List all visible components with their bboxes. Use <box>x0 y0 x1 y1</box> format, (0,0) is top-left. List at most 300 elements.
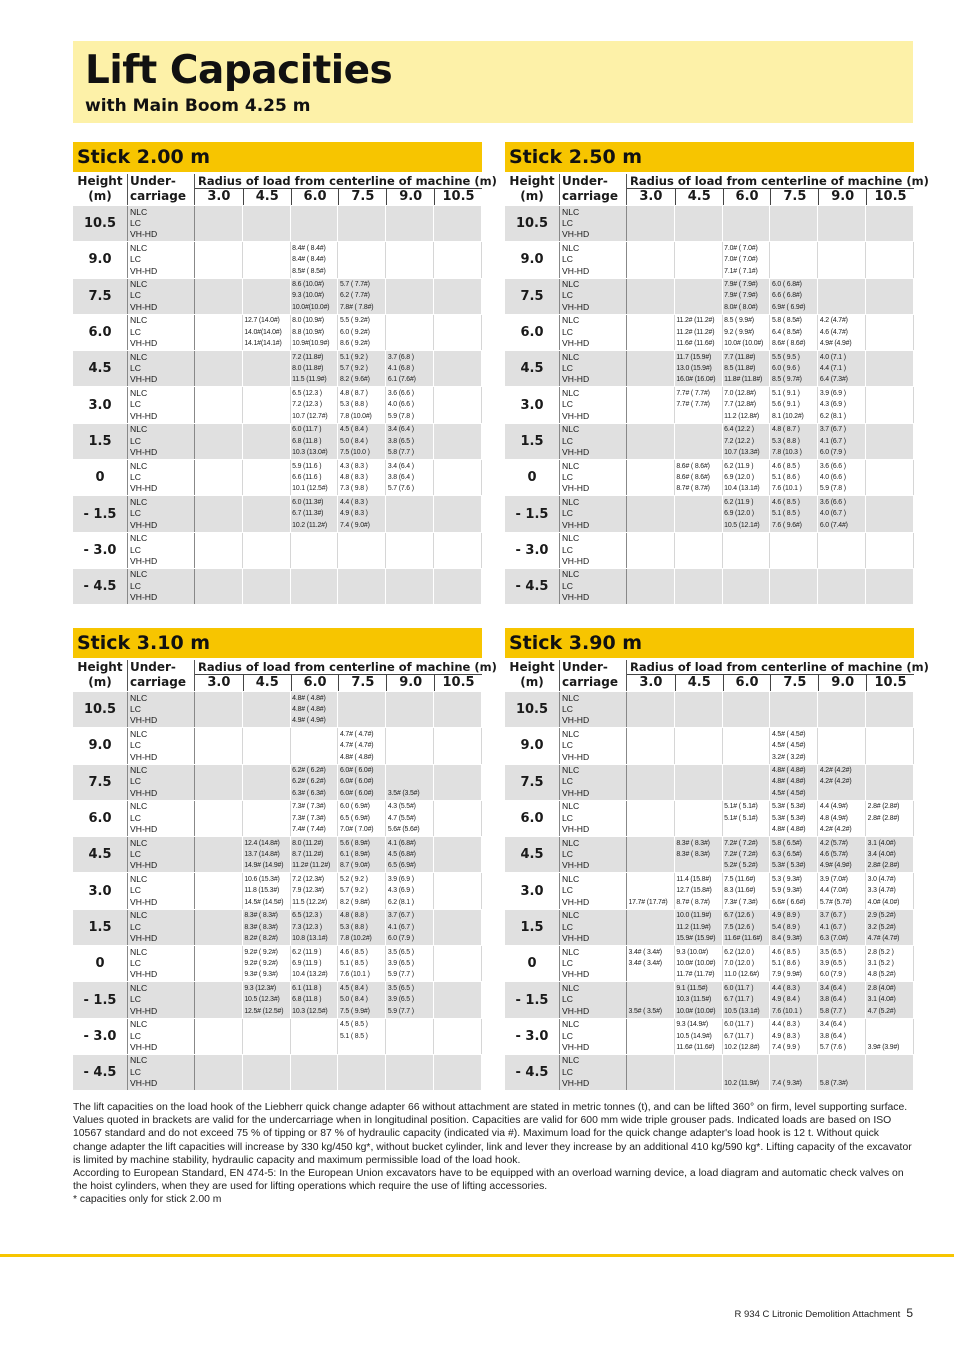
table-row <box>505 423 914 459</box>
capacity-cell <box>675 279 723 314</box>
capacity-value: 4.2# (4.2#) <box>819 826 852 834</box>
capacity-value: 11.2# (11.2#) <box>676 317 715 325</box>
capacity-value: 7.6 (10.1 ) <box>771 485 802 493</box>
capacity-value: 9.3 (12.3#) <box>244 984 277 992</box>
radius-label: 10.5 <box>434 675 482 691</box>
capacity-value: 8.6# ( 8.6#) <box>676 462 710 470</box>
undercarriage-types <box>560 496 627 531</box>
capacity-value: 4.0 (7.1 ) <box>819 353 846 361</box>
height-value: 3.0 <box>73 387 128 422</box>
capacity-cell <box>434 728 482 763</box>
undercarriage-label: VH-HD <box>130 410 158 421</box>
capacity-value: 6.4 (7.3#) <box>819 376 848 384</box>
height-value: 3.0 <box>73 873 128 908</box>
capacity-cell <box>866 801 914 836</box>
capacity-cell <box>866 692 914 727</box>
undercarriage-label: VH-HD <box>562 265 590 276</box>
capacity-value: 10.3 (13.0#) <box>292 449 328 457</box>
undercarriage-label: LC <box>130 544 141 555</box>
capacity-value: 7.4 ( 9.0#) <box>339 521 370 529</box>
capacity-cell <box>723 569 771 604</box>
undercarriage-label: NLC <box>562 728 580 739</box>
radius-label: 4.5 <box>243 189 291 205</box>
height-value: 7.5 <box>73 279 128 314</box>
capacity-cell <box>291 206 339 241</box>
undercarriage-label: NLC <box>130 1019 148 1030</box>
capacity-value: 7.3# ( 7.3#) <box>292 803 326 811</box>
capacity-cell <box>338 946 386 981</box>
capacity-cell <box>627 460 675 495</box>
undercarriage-types <box>560 1019 627 1054</box>
height-value: - 1.5 <box>73 496 128 531</box>
height-header <box>73 174 128 205</box>
undercarriage-label: NLC <box>130 242 148 253</box>
undercarriage-label: VH-HD <box>562 751 590 762</box>
table-row <box>505 495 914 531</box>
capacity-value: 4.9 ( 8.3 ) <box>771 1032 800 1040</box>
table-row <box>505 241 914 277</box>
undercarriage-types <box>128 1055 195 1090</box>
capacity-value: 8.4# ( 8.4#) <box>292 244 326 252</box>
capacity-value: 7.0# ( 7.0#) <box>339 826 374 834</box>
stick-table-4 <box>505 628 929 1090</box>
capacity-cell <box>243 460 291 495</box>
stick-table-3 <box>73 628 497 1090</box>
capacity-value: 10.6 (15.3#) <box>244 875 280 883</box>
undercarriage-label: VH-HD <box>562 483 590 494</box>
capacity-value: 2.8 (5.2 ) <box>867 948 894 956</box>
capacity-value: 4.0 (6.7 ) <box>819 510 846 518</box>
capacity-value: 5.7 ( 7.7#) <box>339 281 370 289</box>
undercarriage-label: NLC <box>562 910 580 921</box>
capacity-value <box>388 776 433 787</box>
page-title: Lift Capacities <box>85 48 393 93</box>
table-row <box>73 981 482 1017</box>
capacity-value: 7.9 ( 9.9#) <box>771 971 802 979</box>
undercarriage-label: LC <box>562 921 573 932</box>
capacity-value: 8.6# ( 8.6#) <box>771 340 806 348</box>
table-row <box>505 945 914 981</box>
undercarriage-label: NLC <box>562 315 580 326</box>
capacity-cell <box>723 496 771 531</box>
capacity-value: 3.8 (6.4 ) <box>819 996 846 1004</box>
capacity-value: 10.5 (13.1#) <box>724 1007 760 1015</box>
capacity-cell <box>195 351 243 386</box>
capacity-cell <box>434 387 482 422</box>
capacity-value: 3.6 (6.6 ) <box>819 462 846 470</box>
capacity-value: 2.9 (5.2#) <box>867 912 896 920</box>
capacity-value: 4.2 (4.7#) <box>819 317 848 325</box>
table-row <box>505 836 914 872</box>
capacity-cell <box>291 837 339 872</box>
undercarriage-label: NLC <box>130 1055 148 1066</box>
capacity-value <box>724 1055 769 1066</box>
capacity-value: 5.4 ( 8.9 ) <box>771 923 800 931</box>
radius-labels <box>195 189 482 205</box>
capacity-cell <box>386 1055 434 1090</box>
capacity-value: 5.3 ( 8.8 ) <box>339 923 368 931</box>
capacity-value <box>629 969 674 980</box>
capacity-cell <box>818 692 866 727</box>
undercarriage-label: LC <box>562 849 573 860</box>
capacity-value: 2.8# (2.8#) <box>867 862 900 870</box>
capacity-value: 4.3 (5.5#) <box>387 803 416 811</box>
undercarriage-types <box>560 1055 627 1090</box>
capacity-value: 6.0 (7.9 ) <box>387 935 414 943</box>
capacity-value: 5.1 ( 9.2 ) <box>339 353 368 361</box>
capacity-value: 7.3# ( 7.3#) <box>724 898 758 906</box>
capacity-cell <box>818 569 866 604</box>
height-value: 10.5 <box>73 206 128 241</box>
stick-title: Stick 3.10 m <box>73 628 482 658</box>
capacity-cell <box>386 351 434 386</box>
capacity-cell <box>866 910 914 945</box>
capacity-value: 6.2 (8.1 ) <box>819 412 846 420</box>
table-row <box>505 691 914 727</box>
height-value: - 3.0 <box>505 1019 560 1054</box>
capacity-value: 5.7# (5.7#) <box>819 898 852 906</box>
capacity-cell <box>386 387 434 422</box>
capacity-value: 6.2 (11.9 ) <box>724 462 754 470</box>
capacity-value: 5.2# ( 5.2#) <box>724 862 758 870</box>
capacity-cell <box>723 982 771 1017</box>
capacity-value: 6.0 ( 9.6 ) <box>771 365 800 373</box>
capacity-value: 7.8# ( 7.8#) <box>339 303 374 311</box>
capacity-cell <box>195 873 243 908</box>
capacity-value: 3.5 (6.5 ) <box>387 948 414 956</box>
capacity-value: 3.9 (6.5 ) <box>387 996 414 1004</box>
undercarriage-label: VH-HD <box>130 860 158 871</box>
footer-rule <box>0 1254 954 1257</box>
capacity-value: 6.8 (11.8 ) <box>292 437 322 445</box>
capacity-value: 11.8 (15.3#) <box>244 887 280 895</box>
capacity-value: 9.3 (14.9#) <box>676 1021 709 1029</box>
capacity-value: 4.7# ( 4.7#) <box>339 742 374 750</box>
capacity-value: 4.6 ( 8.5 ) <box>771 948 800 956</box>
page-number: 5 <box>906 1306 913 1320</box>
height-value: 1.5 <box>505 424 560 459</box>
capacity-value: 8.6 (10.0#) <box>292 281 324 289</box>
capacity-value: 7.6 (10.1 ) <box>339 971 370 979</box>
radius-label: 7.5 <box>770 189 818 205</box>
height-value: 6.0 <box>505 315 560 350</box>
capacity-cell <box>386 982 434 1017</box>
undercarriage-types <box>128 728 195 763</box>
capacity-value: 7.3 ( 9.8 ) <box>339 485 368 493</box>
capacity-value: 3.8 (6.5 ) <box>387 437 414 445</box>
table-row <box>505 459 914 495</box>
capacity-value <box>820 1067 865 1078</box>
note-footnote: * capacities only for stick 2.00 m <box>73 1194 222 1206</box>
undercarriage-header-line: Under- <box>562 660 608 674</box>
undercarriage-types <box>560 460 627 495</box>
capacity-value: 3.3 (4.7#) <box>867 887 896 895</box>
radius-labels <box>627 189 914 205</box>
capacity-value: 11.7 (15.9#) <box>676 353 712 361</box>
capacity-cell <box>723 206 771 241</box>
capacity-cell <box>723 242 771 277</box>
capacity-cell <box>818 765 866 800</box>
height-value: 0 <box>505 460 560 495</box>
table-row <box>73 241 482 277</box>
capacity-cell <box>338 801 386 836</box>
capacity-cell <box>723 315 771 350</box>
capacity-cell <box>627 982 675 1017</box>
capacity-value: 6.0 (11.7 ) <box>292 426 322 434</box>
radius-label: 6.0 <box>291 189 339 205</box>
undercarriage-label: LC <box>562 885 573 896</box>
capacity-value <box>388 765 433 776</box>
capacity-value: 4.2# (4.2#) <box>819 767 852 775</box>
capacity-cell <box>291 351 339 386</box>
capacity-value: 10.8 (13.1#) <box>292 935 328 943</box>
capacity-value: 12.7 (15.8#) <box>676 887 712 895</box>
capacity-cell <box>723 387 771 422</box>
capacity-cell <box>338 765 386 800</box>
capacity-cell <box>434 279 482 314</box>
undercarriage-label: NLC <box>130 460 148 471</box>
table-row <box>73 1054 482 1090</box>
height-value: 6.0 <box>73 315 128 350</box>
stick-title: Stick 2.50 m <box>505 142 914 172</box>
radius-title: Radius of load from centerline of machine (m) <box>627 660 914 675</box>
capacity-value <box>820 1055 865 1066</box>
undercarriage-types <box>128 837 195 872</box>
undercarriage-label: VH-HD <box>562 824 590 835</box>
capacity-cell <box>386 873 434 908</box>
capacity-value: 5.1 ( 8.5 ) <box>339 1032 368 1040</box>
capacity-value: 3.4 (6.4 ) <box>387 462 414 470</box>
undercarriage-label: NLC <box>130 873 148 884</box>
capacity-value: 7.7 (12.8#) <box>724 401 756 409</box>
capacity-cell <box>434 692 482 727</box>
capacity-value: 5.3# ( 5.3#) <box>771 803 806 811</box>
capacity-cell <box>627 692 675 727</box>
capacity-value: 6.0 (11.7 ) <box>724 984 754 992</box>
capacity-value: 8.3# ( 8.3#) <box>244 912 278 920</box>
undercarriage-label: LC <box>562 580 573 591</box>
capacity-cell <box>243 242 291 277</box>
capacity-cell <box>866 946 914 981</box>
footer <box>735 1306 914 1320</box>
capacity-value: 3.8 (6.4 ) <box>387 473 414 481</box>
undercarriage-types <box>560 728 627 763</box>
undercarriage-label: LC <box>562 254 573 265</box>
capacity-value: 7.2 (12.3#) <box>292 875 324 883</box>
undercarriage-types <box>128 946 195 981</box>
capacity-cell <box>243 206 291 241</box>
undercarriage-types <box>128 424 195 459</box>
height-value: - 3.0 <box>505 533 560 568</box>
capacity-cell <box>723 533 771 568</box>
capacity-value: 8.7# ( 8.7#) <box>676 898 710 906</box>
capacity-value <box>676 860 721 871</box>
undercarriage-label: LC <box>130 776 141 787</box>
table-row <box>73 459 482 495</box>
capacity-value: 3.9 (6.9 ) <box>387 875 414 883</box>
capacity-value: 4.9 ( 8.9 ) <box>771 912 800 920</box>
capacity-value: 6.1 (7.6#) <box>387 376 416 384</box>
capacity-cell <box>338 496 386 531</box>
capacity-value: 4.8 (5.2#) <box>867 971 896 979</box>
capacity-value: 4.8# ( 4.8#) <box>771 778 806 786</box>
height-value: - 1.5 <box>505 982 560 1017</box>
undercarriage-header-line: carriage <box>130 675 186 689</box>
capacity-value: 3.4# ( 3.4#) <box>628 959 662 967</box>
undercarriage-header <box>560 660 627 691</box>
capacity-cell <box>434 424 482 459</box>
capacity-cell <box>675 424 723 459</box>
capacity-value: 6.7 (12.6 ) <box>724 912 754 920</box>
capacity-cell <box>723 692 771 727</box>
capacity-cell <box>770 533 818 568</box>
capacity-value: 7.9# ( 7.9#) <box>724 281 758 289</box>
table-row <box>73 495 482 531</box>
undercarriage-label: VH-HD <box>562 860 590 871</box>
capacity-cell <box>627 242 675 277</box>
capacity-cell <box>675 533 723 568</box>
undercarriage-label: NLC <box>130 801 148 812</box>
undercarriage-label: NLC <box>130 206 148 217</box>
undercarriage-label: VH-HD <box>562 229 590 240</box>
undercarriage-types <box>128 982 195 1017</box>
capacity-cell <box>675 728 723 763</box>
capacity-value: 4.4 (4.9#) <box>819 803 848 811</box>
undercarriage-label: LC <box>130 703 141 714</box>
undercarriage-label: LC <box>130 849 141 860</box>
capacity-cell <box>338 315 386 350</box>
capacity-value: 4.9 ( 8.4 ) <box>771 996 800 1004</box>
note-paragraph: According to European Standard, EN 474-5: In the European Union excavators have to be equipped with an overload warning device, a load diagram and automatic check valves on the hoist cylinders, when they are used for lifting operations which require the use of lifting accessories. <box>73 1168 904 1193</box>
radius-label: 4.5 <box>243 675 291 691</box>
capacity-value: 4.0 (6.6 ) <box>387 401 414 409</box>
capacity-cell <box>818 424 866 459</box>
capacity-cell <box>770 946 818 981</box>
height-value: 6.0 <box>505 801 560 836</box>
capacity-cell <box>434 351 482 386</box>
undercarriage-label: VH-HD <box>130 715 158 726</box>
capacity-value: 12.4 (14.8#) <box>244 839 280 847</box>
capacity-value: 5.6# (5.6#) <box>387 826 420 834</box>
capacity-cell <box>770 982 818 1017</box>
capacity-cell <box>770 873 818 908</box>
capacity-value: 6.5 (12.3 ) <box>292 389 322 397</box>
height-value: 7.5 <box>505 279 560 314</box>
undercarriage-label: NLC <box>562 569 580 580</box>
capacity-cell <box>386 692 434 727</box>
capacity-cell <box>195 1019 243 1054</box>
undercarriage-label: LC <box>562 508 573 519</box>
capacity-cell <box>627 387 675 422</box>
capacity-value: 5.1 ( 8.5 ) <box>339 959 368 967</box>
capacity-cell <box>723 728 771 763</box>
capacity-cell <box>434 496 482 531</box>
capacity-value: 7.4 ( 9.3#) <box>771 1080 802 1088</box>
undercarriage-types <box>128 910 195 945</box>
capacity-value: 7.7 (11.8#) <box>724 353 756 361</box>
column-header <box>505 660 929 691</box>
capacity-value: 6.7 (11.7 ) <box>724 996 754 1004</box>
capacity-value: 7.4 ( 9.9 ) <box>771 1043 800 1051</box>
capacity-cell <box>723 279 771 314</box>
capacity-cell <box>386 315 434 350</box>
capacity-value: 6.6 (11.6 ) <box>292 473 322 481</box>
capacity-cell <box>818 387 866 422</box>
capacity-value: 5.7 (7.6 ) <box>819 1043 846 1051</box>
capacity-value: 10.4 (13.2#) <box>292 971 328 979</box>
capacity-value: 11.5 (11.9#) <box>292 376 327 384</box>
capacity-value: 10.5 (14.9#) <box>676 1032 712 1040</box>
capacity-cell <box>675 765 723 800</box>
height-value: 4.5 <box>505 837 560 872</box>
table-row <box>73 423 482 459</box>
capacity-cell <box>675 1019 723 1054</box>
capacity-cell <box>195 801 243 836</box>
capacity-value <box>868 1031 913 1042</box>
capacity-value: 4.6 ( 8.5 ) <box>339 948 368 956</box>
undercarriage-types <box>128 692 195 727</box>
column-header <box>505 174 929 205</box>
capacity-cell <box>818 206 866 241</box>
undercarriage-types <box>560 387 627 422</box>
height-header <box>73 660 128 691</box>
capacity-cell <box>243 982 291 1017</box>
capacity-cell <box>866 279 914 314</box>
undercarriage-label: LC <box>130 326 141 337</box>
capacity-value: 3.7 (6.7 ) <box>819 912 846 920</box>
capacity-cell <box>434 242 482 277</box>
capacity-value: 5.1# ( 5.1#) <box>724 814 758 822</box>
undercarriage-label: LC <box>130 1066 141 1077</box>
height-value: - 4.5 <box>73 1055 128 1090</box>
undercarriage-label: LC <box>562 740 573 751</box>
undercarriage-label: VH-HD <box>562 933 590 944</box>
capacity-value: 7.2 (12.3 ) <box>292 401 322 409</box>
capacity-cell <box>770 837 818 872</box>
height-value: - 3.0 <box>73 533 128 568</box>
height-header-unit: (m) <box>520 189 544 203</box>
capacity-value: 9.2 ( 9.9#) <box>724 328 754 336</box>
height-value: 0 <box>73 460 128 495</box>
capacity-value: 8.0# ( 8.0#) <box>724 303 758 311</box>
undercarriage-label: NLC <box>130 728 148 739</box>
capacity-cell <box>866 315 914 350</box>
capacity-value: 4.9 ( 8.3 ) <box>339 510 368 518</box>
capacity-cell <box>243 1055 291 1090</box>
stick-table-1 <box>73 142 497 604</box>
height-value: 3.0 <box>505 873 560 908</box>
capacity-cell <box>291 533 339 568</box>
capacity-value: 6.1 (11.8 ) <box>292 984 322 992</box>
capacity-cell <box>818 946 866 981</box>
capacity-value: 11.5 (12.2#) <box>292 898 328 906</box>
capacity-cell <box>675 692 723 727</box>
undercarriage-label: LC <box>130 363 141 374</box>
capacity-value: 11.8# (11.8#) <box>724 376 763 384</box>
capacity-value: 4.8 ( 8.8 ) <box>339 912 368 920</box>
capacity-value: 7.1# ( 7.1#) <box>724 267 758 275</box>
table-row <box>73 800 482 836</box>
capacity-value: 8.1 (10.2#) <box>771 412 804 420</box>
capacity-cell <box>770 728 818 763</box>
capacity-value: 4.4 (7.0#) <box>819 887 848 895</box>
capacity-cell <box>386 837 434 872</box>
capacity-value: 7.0# ( 7.0#) <box>724 244 758 252</box>
capacity-value: 3.4 (4.0#) <box>867 851 896 859</box>
capacity-value: 8.7 ( 9.0#) <box>339 862 370 870</box>
radius-label: 3.0 <box>639 675 663 690</box>
undercarriage-header-line: carriage <box>562 189 618 203</box>
